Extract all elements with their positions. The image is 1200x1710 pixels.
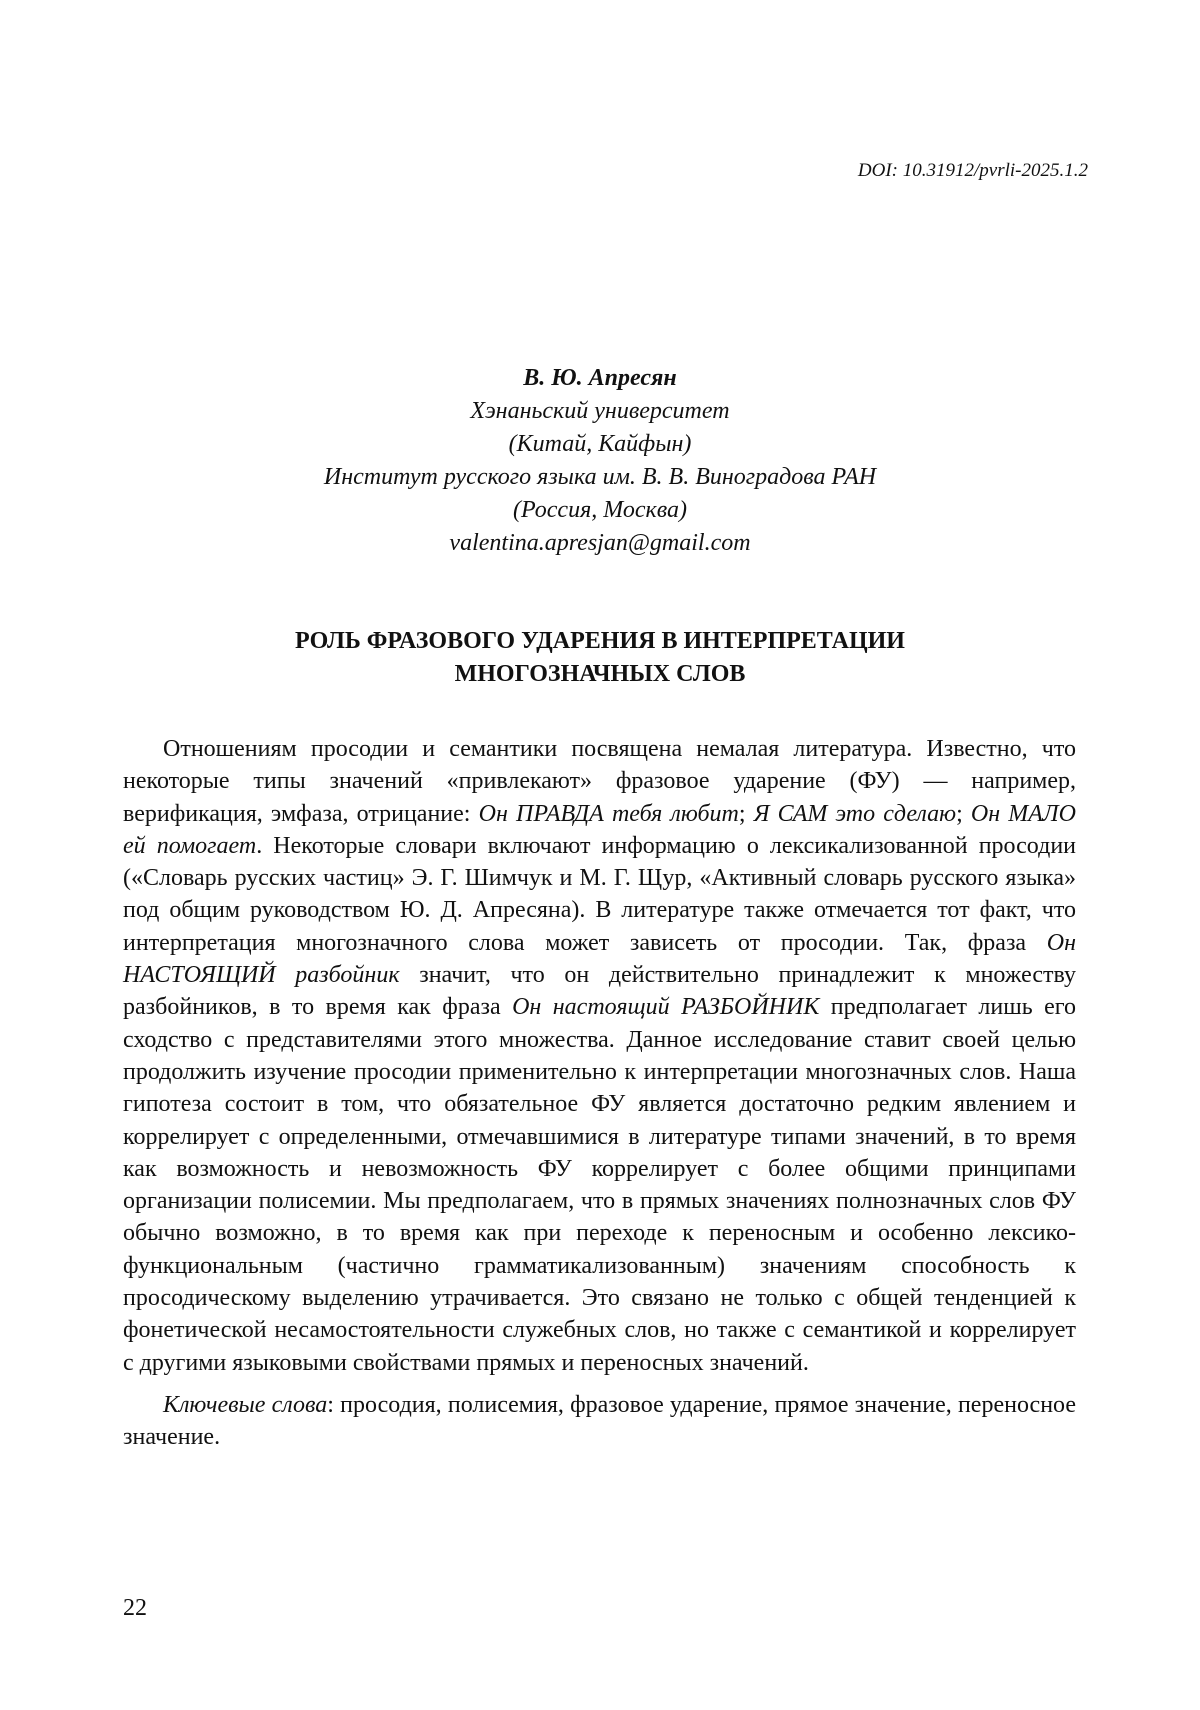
abstract-text-3: значит, что он действительно принадлежит к множеству разбойников, в то время как фраза bbox=[123, 962, 1076, 1021]
keywords-text: : просодия, полисемия, фразовое ударение, прямое значение, переносное значение. bbox=[123, 1391, 1076, 1451]
author-block bbox=[0, 362, 1200, 560]
affiliation-location-russia: (Россия, Москва) bbox=[512, 497, 688, 523]
author-name: В. Ю. Апресян bbox=[523, 365, 677, 391]
example-malo: Он МАЛО ей помогает bbox=[123, 800, 1077, 859]
separator: ; bbox=[738, 800, 754, 827]
title-line-1: РОЛЬ ФРАЗОВОГО УДАРЕНИЯ В ИНТЕРПРЕТАЦИИ bbox=[295, 628, 905, 654]
abstract-text-1: Отношениям просодии и семантики посвящена немалая литература. Известно, что некоторые типы значений «привлекают» фразовое ударение (ФУ) — например, верификация, эмфаза, отрицание: bbox=[123, 736, 1076, 827]
example-pravda: Он ПРАВДА тебя любит bbox=[478, 800, 739, 827]
affiliation-institute: Институт русского языка им. В. В. Виноградова РАН bbox=[323, 464, 877, 490]
keywords-label: Ключевые слова bbox=[163, 1391, 328, 1418]
article-title bbox=[0, 625, 1200, 691]
abstract-text-2: . Некоторые словари включают информацию о лексикализованной просодии («Словарь русских частиц» Э. Г. Шимчук и М. Г. Щур, «Активный словарь русского языка» под общим руководством Ю. Д. Апресяна). В литературе также отмечается тот факт, что интерпретация многозначного слова может зависеть от просодии. Так, фраза bbox=[123, 832, 1076, 956]
keywords-paragraph bbox=[123, 1389, 1076, 1454]
title-line-2: МНОГОЗНАЧНЫХ СЛОВ bbox=[454, 661, 746, 687]
separator: ; bbox=[956, 800, 971, 827]
page-number: 22 bbox=[123, 1595, 147, 1621]
example-nastoyashchiy-2: Он настоящий РАЗБОЙНИК bbox=[512, 994, 820, 1021]
example-sam: Я САМ это сделаю bbox=[753, 800, 957, 827]
affiliation-location-china: (Китай, Кайфын) bbox=[508, 431, 692, 457]
doi-line: DOI: 10.31912/pvrli-2025.1.2 bbox=[857, 160, 1088, 181]
abstract bbox=[123, 733, 1076, 1454]
affiliation-university: Хэнаньский университет bbox=[470, 398, 730, 424]
example-nastoyashchiy-1: Он НАСТОЯЩИЙ разбойник bbox=[123, 929, 1076, 989]
abstract-text-4: предполагает лишь его сходство с представителями этого множества. Данное исследование ставит своей целью продолжить изучение просодии применительно к интерпретации многозначных слов. Наша гипотеза состоит в том, что обязательное ФУ является достаточно редким явлением и коррелирует с определенными, отмечавшимися в литературе типами значений, в то время как возможность и невозможность ФУ коррелирует с более общими принципами организации полисемии. Мы предполагаем, что в прямых значениях полнозначных слов ФУ обычно возможно, в то время как при переходе к переносным и особенно лексико-функциональным (частично грамматикализованным) значениям способность к просодическому выделению утрачивается. Это связано не только с общей тенденцией к фонетической несамостоятельности служебных слов, но также с семантикой и коррелирует с другими языковыми свойствами прямых и переносных значений. bbox=[123, 994, 1077, 1376]
author-email: valentina.apresjan@gmail.com bbox=[449, 530, 751, 556]
abstract-paragraph bbox=[123, 733, 1076, 1379]
